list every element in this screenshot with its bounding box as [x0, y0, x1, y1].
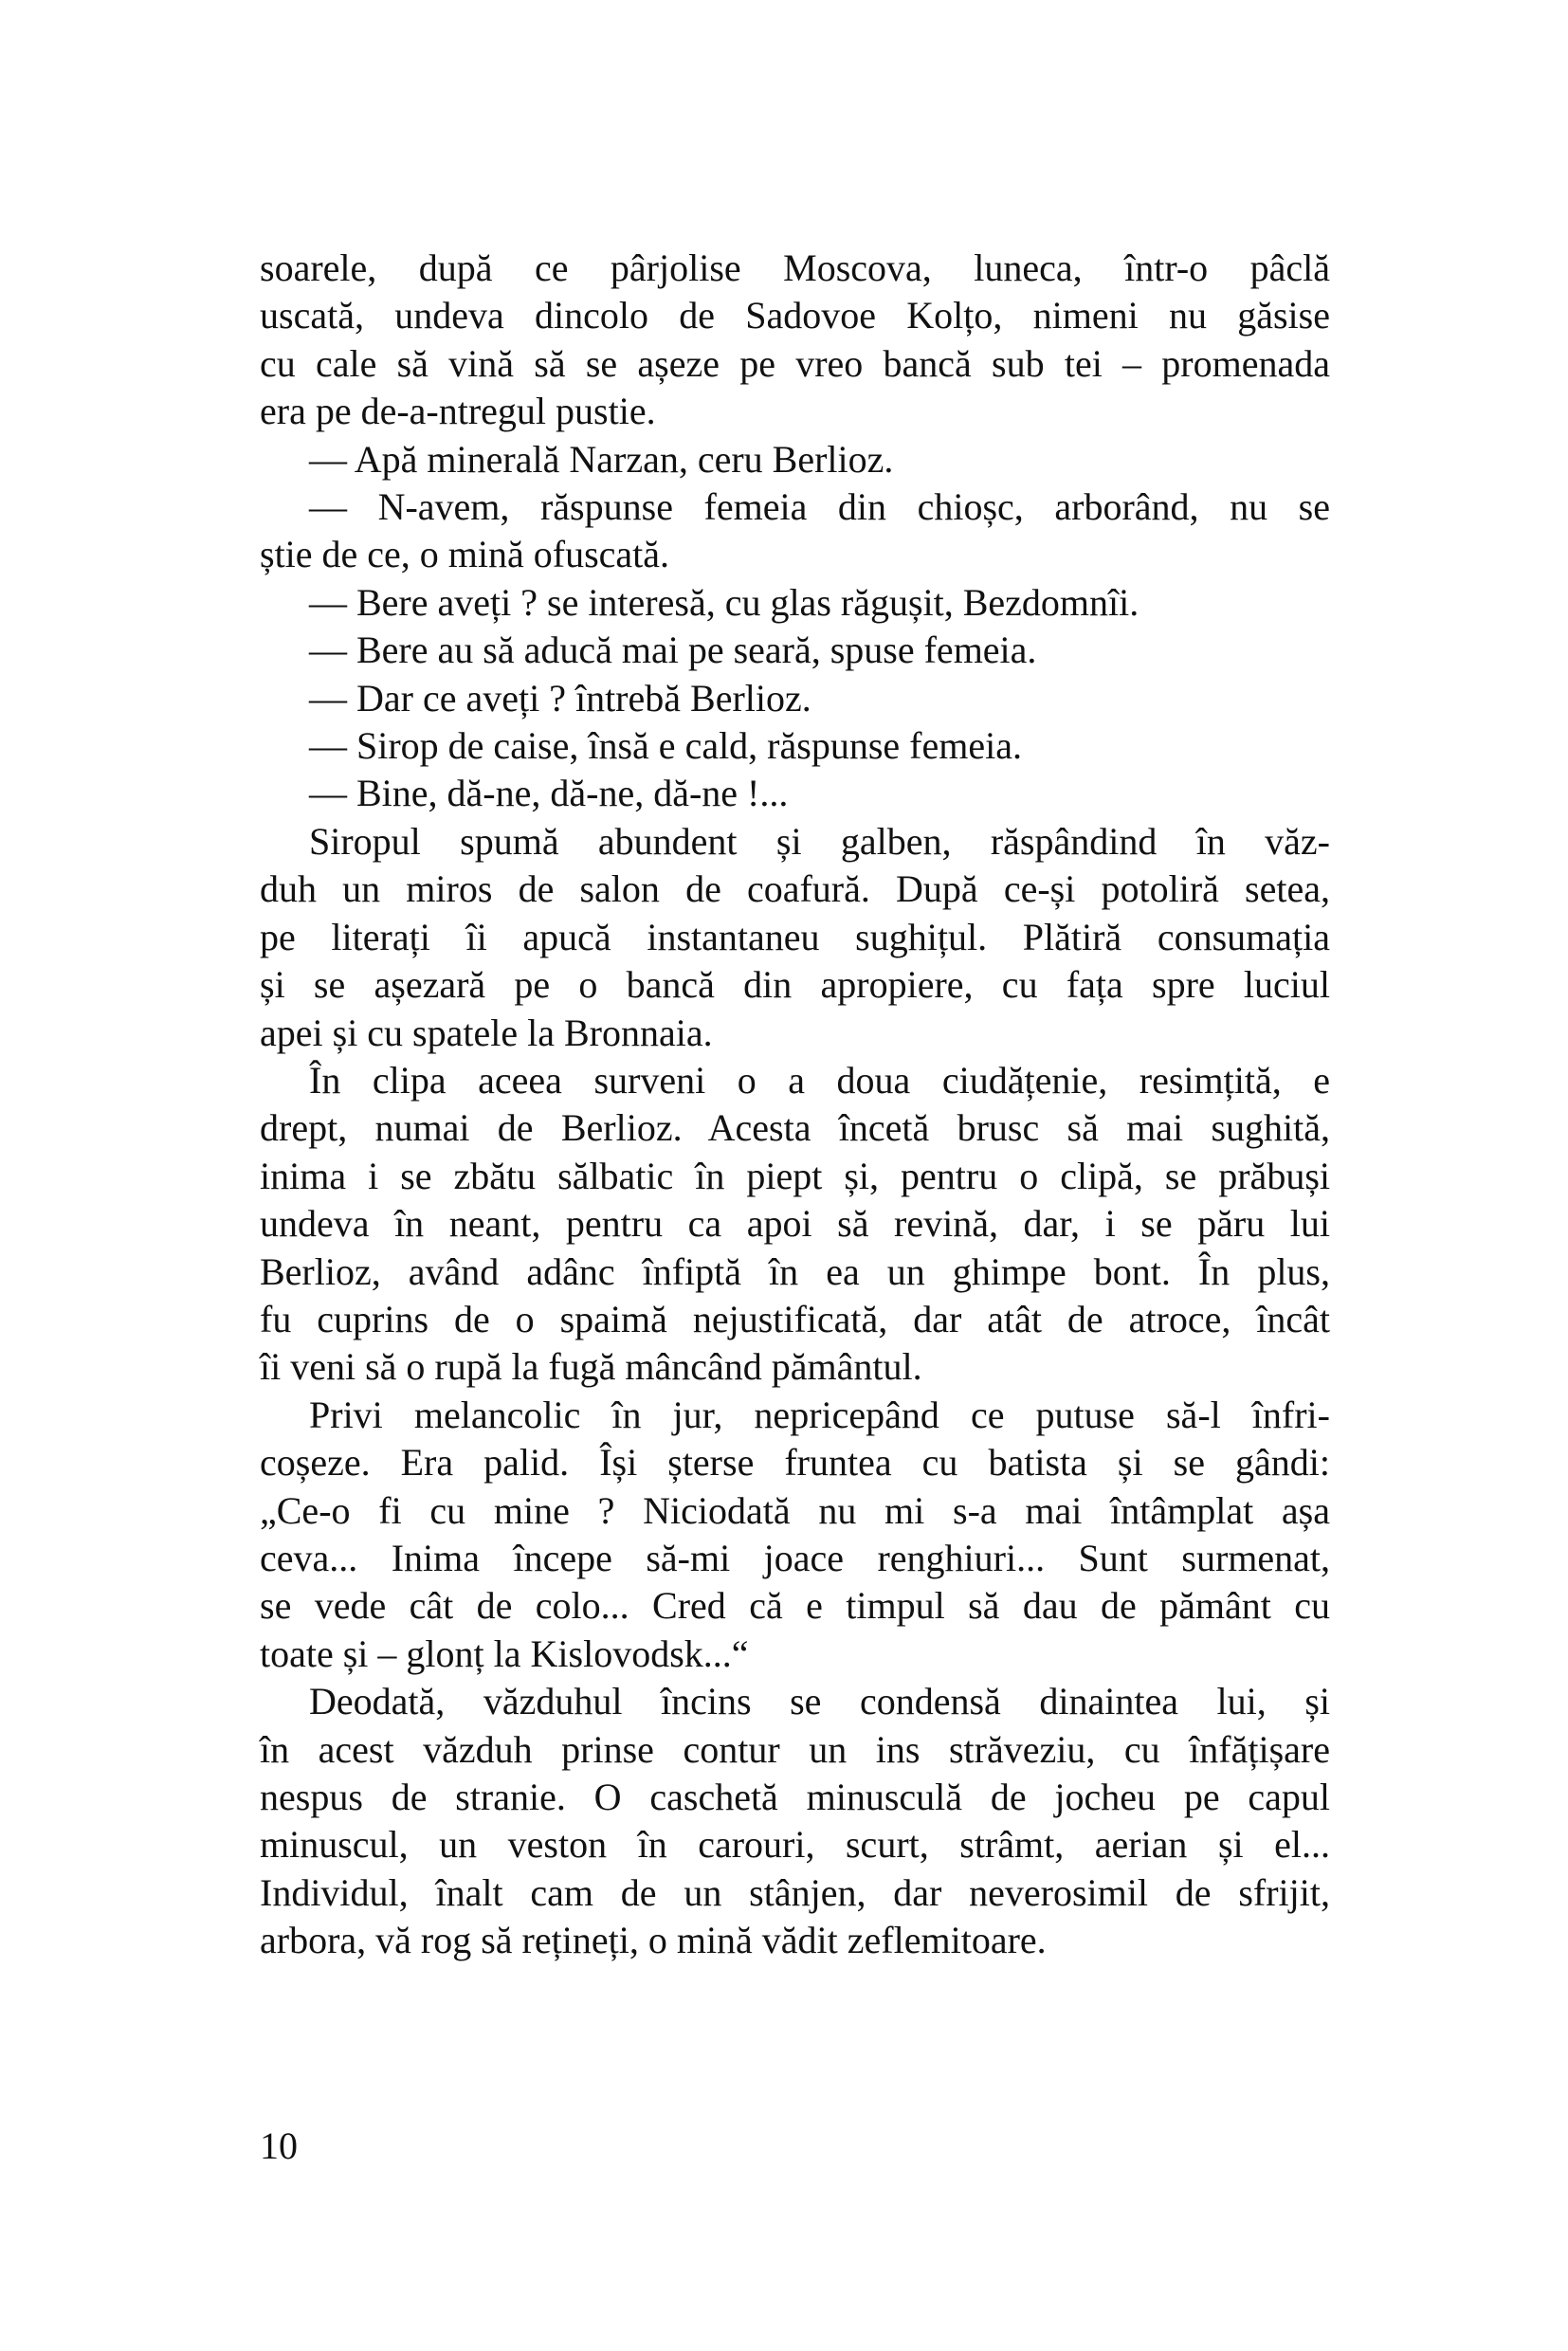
paragraph: [260, 675, 1330, 722]
text-line: — Bine, dă-ne, dă-ne, dă-ne !...: [309, 772, 789, 815]
text-line: drept, numai de Berlioz. Acesta încetă brusc să mai sughită,: [260, 1106, 1330, 1150]
text-line: toate și – glonț la Kislovodsk...“: [260, 1631, 749, 1675]
paragraph: [260, 1392, 1330, 1678]
text-line: era pe de-a-ntregul pustie.: [260, 390, 656, 433]
text-line: Siropul spumă abundent și galben, răspândind în văz-: [309, 819, 1330, 863]
text-line: soarele, după ce pârjolise Moscova, luneca, într-o pâclă: [260, 246, 1330, 289]
text-line: — Dar ce aveți ? întrebă Berlioz.: [309, 676, 811, 720]
paragraph: [260, 483, 1330, 579]
paragraph: [260, 245, 1330, 436]
text-line: În clipa aceea surveni o a doua ciudățenie, resimțită, e: [309, 1058, 1330, 1102]
paragraph: [260, 1057, 1330, 1392]
text-line: Deodată, văzduhul încins se condensă dinaintea lui, și: [309, 1680, 1330, 1723]
text-line: Berlioz, având adânc înfiptă în ea un ghimpe bont. În plus,: [260, 1249, 1330, 1293]
text-line: în acest văzduh prinse contur un ins străveziu, cu înfățișare: [260, 1727, 1330, 1771]
text-line: pe literați îi apucă instantaneu sughițul. Plătiră consumația: [260, 915, 1330, 958]
paragraph: [260, 436, 1330, 483]
text-line: „Ce-o fi cu mine ? Niciodată nu mi s-a mai întâmplat așa: [260, 1488, 1330, 1532]
text-line: coșeze. Era palid. Își șterse fruntea cu batista și se gândi:: [260, 1441, 1330, 1485]
text-line: undeva în neant, pentru ca apoi să revină, dar, i se păru lui: [260, 1202, 1330, 1246]
paragraph: [260, 1678, 1330, 1964]
text-line: se vede cât de colo... Cred că e timpul să dau de pământ cu: [260, 1584, 1330, 1628]
text-line: nespus de stranie. O caschetă minusculă de jocheu pe capul: [260, 1776, 1330, 1818]
text-line: uscată, undeva dincolo de Sadovoe Kolțo, nimeni nu găsise: [260, 294, 1330, 337]
paragraph: [260, 627, 1330, 674]
text-line: — Apă minerală Narzan, ceru Berlioz.: [309, 437, 894, 481]
text-line: ceva... Inima începe să-mi joace renghiuri... Sunt surmenat,: [260, 1536, 1330, 1579]
paragraph: [260, 579, 1330, 627]
text-line: și se așezară pe o bancă din apropiere, cu fața spre luciul: [260, 963, 1330, 1007]
text-line: duh un miros de salon de coafură. După ce-și potoliră setea,: [260, 867, 1330, 911]
text-line: — Sirop de caise, însă e cald, răspunse femeia.: [309, 724, 1022, 768]
text-line: îi veni să o rupă la fugă mâncând pământul.: [260, 1345, 922, 1389]
text-line: apei și cu spatele la Bronnaia.: [260, 1011, 713, 1054]
page-number: 10: [260, 2124, 298, 2167]
text-line: — Bere aveți ? se interesă, cu glas răgușit, Bezdomnîi.: [309, 580, 1140, 624]
text-line: Individul, înalt cam de un stânjen, dar neverosimil de sfrijit,: [260, 1870, 1330, 1914]
paragraph: [260, 770, 1330, 817]
text-line: — N-avem, răspunse femeia din chioșc, arborând, nu se: [309, 485, 1330, 529]
paragraph: [260, 818, 1330, 1057]
body-text: [260, 245, 1330, 1965]
text-line: — Bere au să aducă mai pe seară, spuse femeia.: [309, 629, 1037, 672]
text-line: minuscul, un veston în carouri, scurt, strâmt, aerian și el...: [260, 1823, 1330, 1867]
text-line: Privi melancolic în jur, nepricepând ce putuse să-l înfri-: [309, 1393, 1330, 1436]
text-line: cu cale să vină să se așeze pe vreo bancă sub tei – promenada: [260, 341, 1330, 385]
paragraph: [260, 722, 1330, 770]
text-line: fu cuprins de o spaimă nejustificată, dar atât de atroce, încât: [260, 1297, 1330, 1340]
text-line: inima i se zbătu sălbatic în piept și, pentru o clipă, se prăbuși: [260, 1154, 1330, 1197]
text-line: arbora, vă rog să rețineți, o mină vădit zeflemitoare.: [260, 1919, 1047, 1962]
text-line: știe de ce, o mină ofuscată.: [260, 533, 670, 576]
